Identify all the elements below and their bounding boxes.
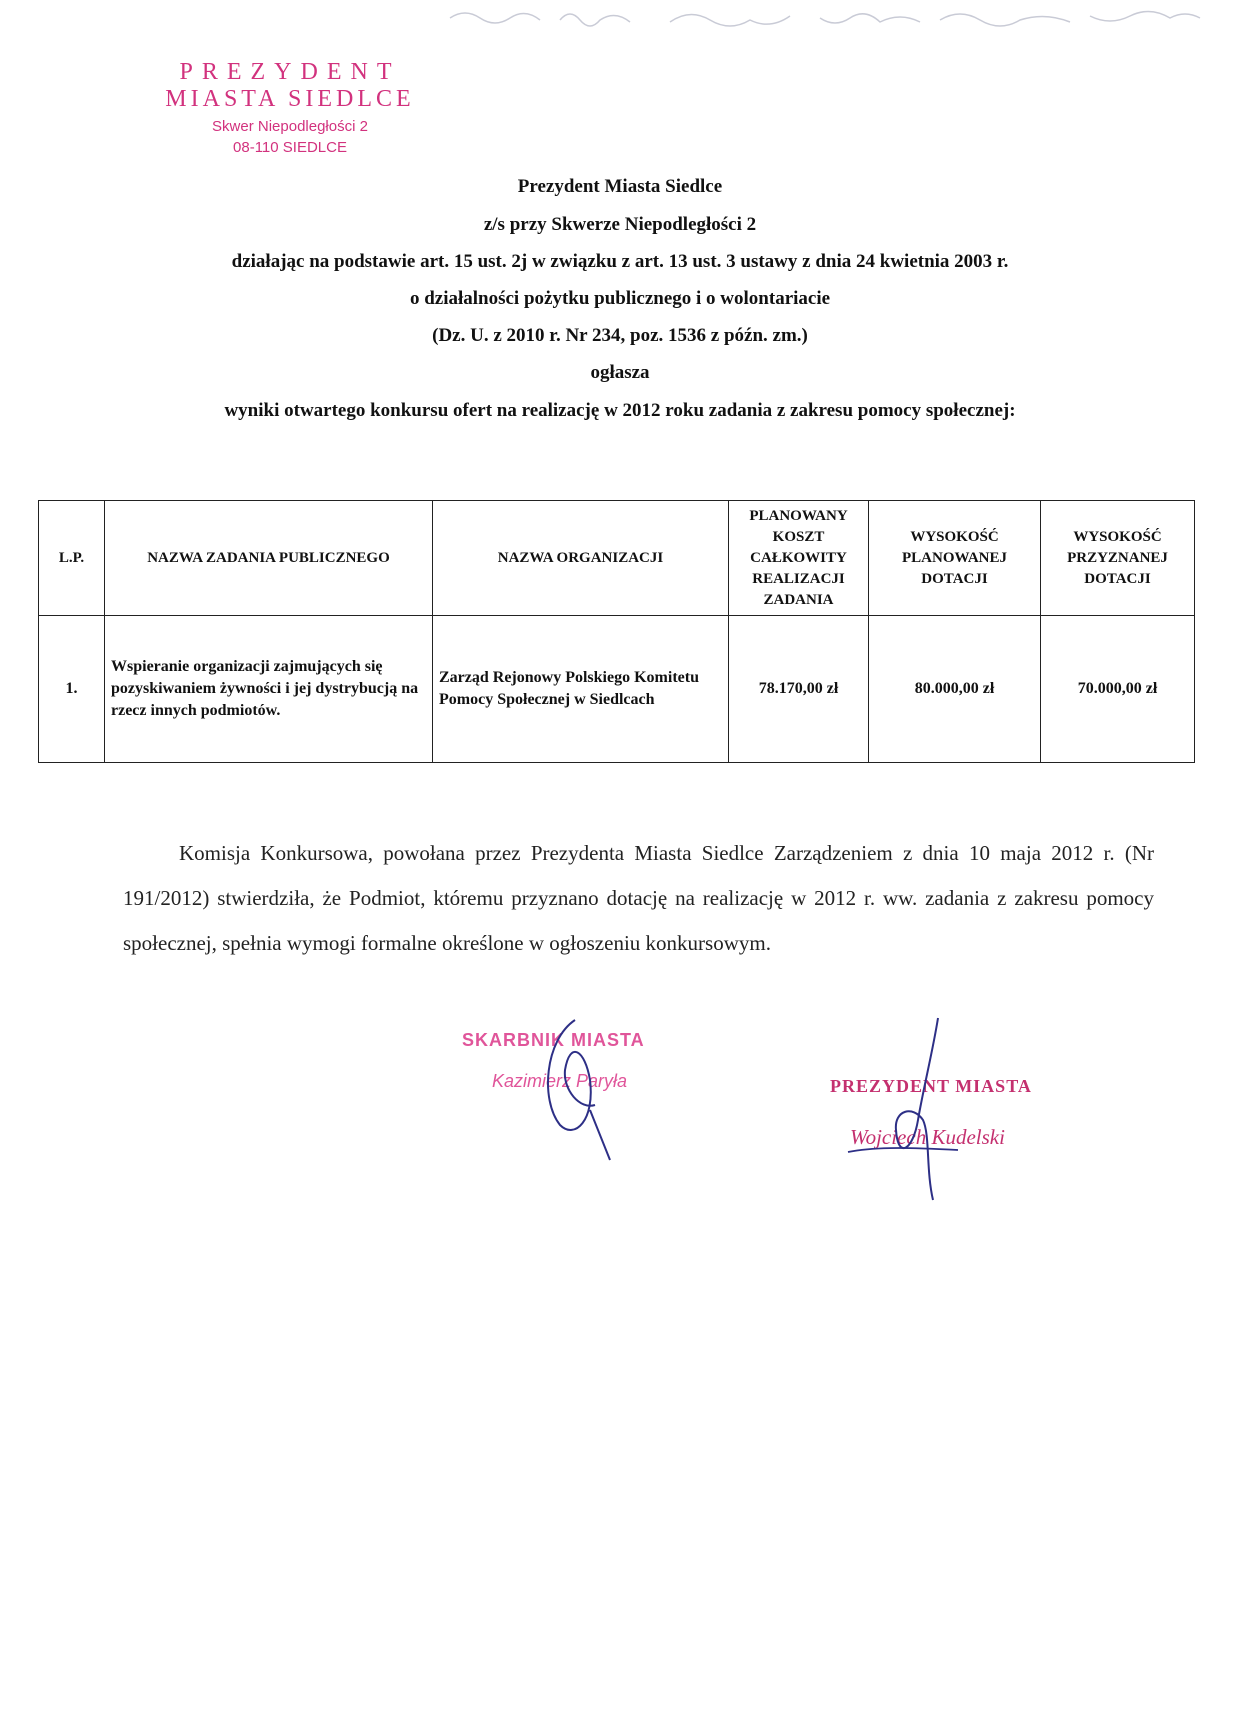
column-header-lp: L.P. [39, 501, 105, 616]
column-header-granted: WYSOKOŚĆ PRZYZNANEJ DOTACJI [1041, 501, 1195, 616]
cell-lp: 1. [39, 616, 105, 763]
column-header-organization: NAZWA ORGANIZACJI [433, 501, 729, 616]
commission-statement: Komisja Konkursowa, powołana przez Prezydenta Miasta Siedlce Zarządzeniem z dnia 10 maja 2012 r. (Nr 191/2012) stwierdziła, że Podmiot, któremu przyznano dotację na realizację w 2012 r. ww. zadania z zakresu pomocy społecznej, spełnia wymogi formalne określone w ogłoszeniu konkursowym. [123, 841, 1154, 955]
stamp-line-2: MIASTA SIEDLCE [165, 86, 415, 112]
cell-planned-cost: 78.170,00 zł [729, 616, 869, 763]
treasurer-name: Kazimierz Paryła [492, 1071, 628, 1091]
heading-act-title: o działalności pożytku publicznego i o wolontariacie [409, 288, 831, 309]
table-header-row [39, 501, 1195, 616]
treasurer-signature [535, 1010, 625, 1170]
heading-address: z/s przy Skwerze Niepodległości 2 [483, 214, 757, 235]
heading-subject: wyniki otwartego konkursu ofert na realizację w 2012 roku zadania z zakresu pomocy społecznej: [224, 400, 1016, 421]
cell-organization: Zarząd Rejonowy Polskiego Komitetu Pomocy Społecznej w Siedlcach [433, 616, 729, 763]
column-header-task: NAZWA ZADANIA PUBLICZNEGO [105, 501, 433, 616]
column-header-planned-cost: PLANOWANY KOSZT CAŁKOWITY REALIZACJI ZADANIA [729, 501, 869, 616]
column-header-planned-grant: WYSOKOŚĆ PLANOWANEJ DOTACJI [869, 501, 1041, 616]
results-table [38, 500, 1195, 763]
stamp-line-1: PREZYDENT [179, 59, 401, 85]
stamp-line-4: 08-110 SIEDLCE [233, 139, 347, 156]
heading-announces: ogłasza [590, 362, 650, 383]
heading-issuer: Prezydent Miasta Siedlce [517, 176, 723, 197]
cell-granted: 70.000,00 zł [1041, 616, 1195, 763]
cell-task: Wspieranie organizacji zajmujących się pozyskiwaniem żywności i jej dystrybucją na rzecz innych podmiotów. [105, 616, 433, 763]
office-stamp [160, 58, 420, 158]
president-signature [838, 1010, 978, 1210]
table-row [39, 616, 1195, 763]
stamp-line-3: Skwer Niepodległości 2 [212, 118, 368, 135]
heading-journal-ref: (Dz. U. z 2010 r. Nr 234, poz. 1536 z późn. zm.) [432, 325, 808, 346]
treasurer-title: SKARBNIK MIASTA [462, 1030, 645, 1050]
handwritten-note [440, 0, 1220, 40]
president-name: Wojciech Kudelski [850, 1125, 1005, 1149]
cell-planned-grant: 80.000,00 zł [869, 616, 1041, 763]
heading-legal-basis: działając na podstawie art. 15 ust. 2j w związku z art. 13 ust. 3 ustawy z dnia 24 kwietnia 2003 r. [231, 251, 1009, 272]
president-title: PREZYDENT MIASTA [830, 1076, 1032, 1096]
